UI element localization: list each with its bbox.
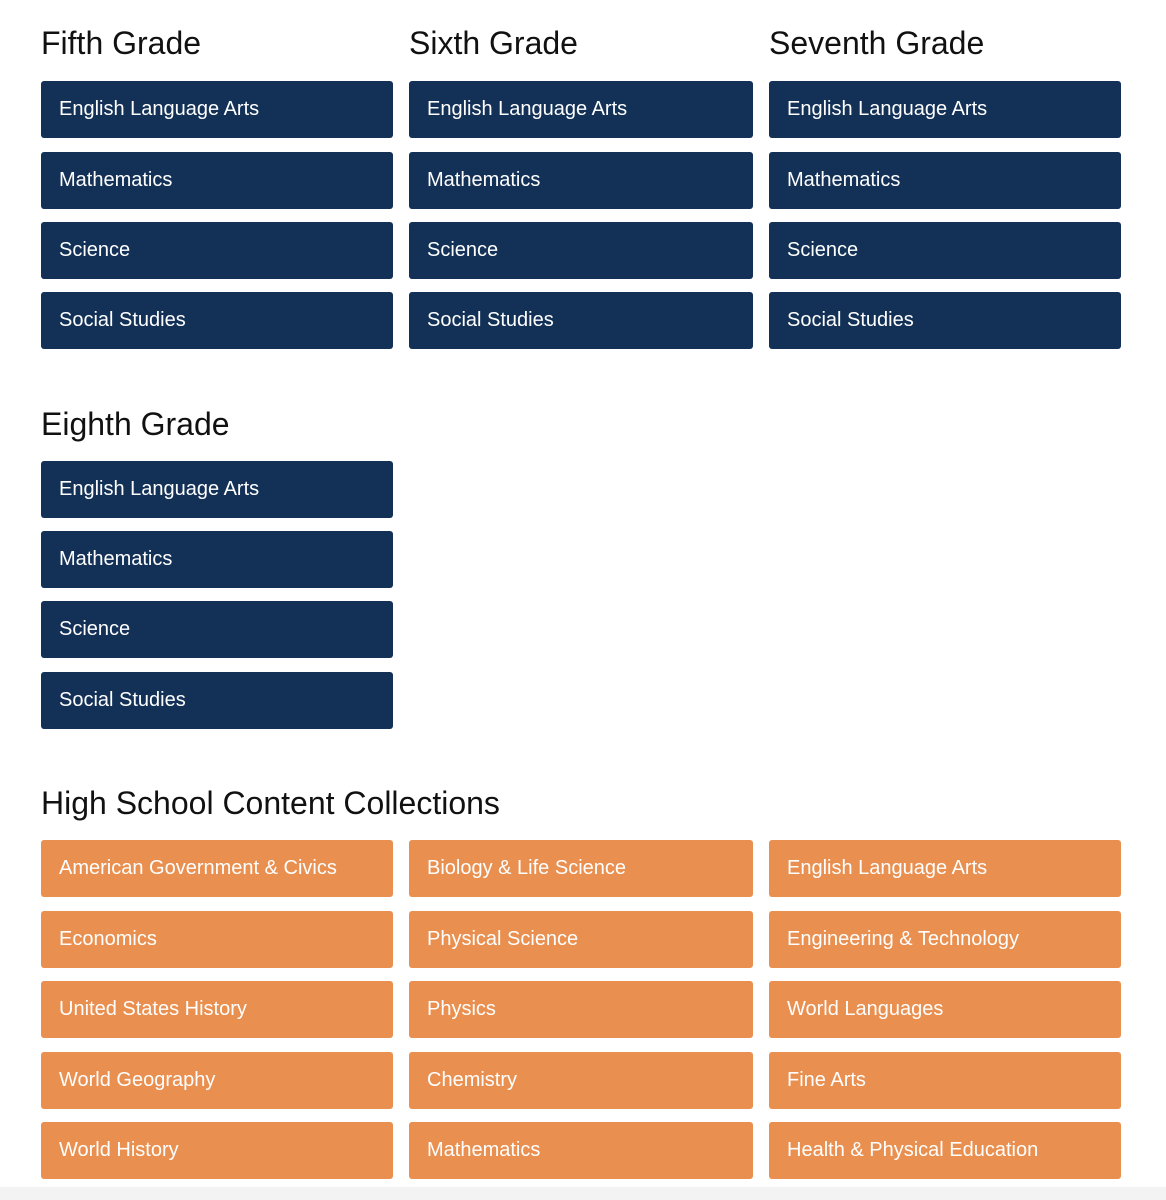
sixth-grade-math-button[interactable]: Mathematics [409,152,753,209]
page-bottom-edge [0,1187,1166,1200]
seventh-grade-social-studies-button[interactable]: Social Studies [769,292,1121,349]
hs-chemistry-button[interactable]: Chemistry [409,1052,753,1109]
eighth-grade-social-studies-button[interactable]: Social Studies [41,672,393,729]
sixth-grade-ela-button[interactable]: English Language Arts [409,81,753,138]
hs-biology-life-science-button[interactable]: Biology & Life Science [409,840,753,897]
hs-economics-button[interactable]: Economics [41,911,393,968]
hs-physical-science-button[interactable]: Physical Science [409,911,753,968]
seventh-grade-math-button[interactable]: Mathematics [769,152,1121,209]
sixth-grade-social-studies-button[interactable]: Social Studies [409,292,753,349]
eighth-grade-ela-button[interactable]: English Language Arts [41,461,393,518]
hs-health-physical-education-button[interactable]: Health & Physical Education [769,1122,1121,1179]
hs-mathematics-button[interactable]: Mathematics [409,1122,753,1179]
hs-physics-button[interactable]: Physics [409,981,753,1038]
hs-american-government-civics-button[interactable]: American Government & Civics [41,840,393,897]
hs-world-languages-button[interactable]: World Languages [769,981,1121,1038]
hs-world-history-button[interactable]: World History [41,1122,393,1179]
seventh-grade-ela-button[interactable]: English Language Arts [769,81,1121,138]
sixth-grade-science-button[interactable]: Science [409,222,753,279]
seventh-grade-science-button[interactable]: Science [769,222,1121,279]
hs-united-states-history-button[interactable]: United States History [41,981,393,1038]
hs-world-geography-button[interactable]: World Geography [41,1052,393,1109]
sixth-grade-heading: Sixth Grade [409,25,578,61]
hs-engineering-technology-button[interactable]: Engineering & Technology [769,911,1121,968]
eighth-grade-math-button[interactable]: Mathematics [41,531,393,588]
hs-english-language-arts-button[interactable]: English Language Arts [769,840,1121,897]
fifth-grade-ela-button[interactable]: English Language Arts [41,81,393,138]
fifth-grade-math-button[interactable]: Mathematics [41,152,393,209]
high-school-heading: High School Content Collections [41,785,500,821]
fifth-grade-heading: Fifth Grade [41,25,202,61]
seventh-grade-heading: Seventh Grade [769,25,985,61]
eighth-grade-science-button[interactable]: Science [41,601,393,658]
fifth-grade-social-studies-button[interactable]: Social Studies [41,292,393,349]
fifth-grade-science-button[interactable]: Science [41,222,393,279]
eighth-grade-heading: Eighth Grade [41,406,230,442]
hs-fine-arts-button[interactable]: Fine Arts [769,1052,1121,1109]
